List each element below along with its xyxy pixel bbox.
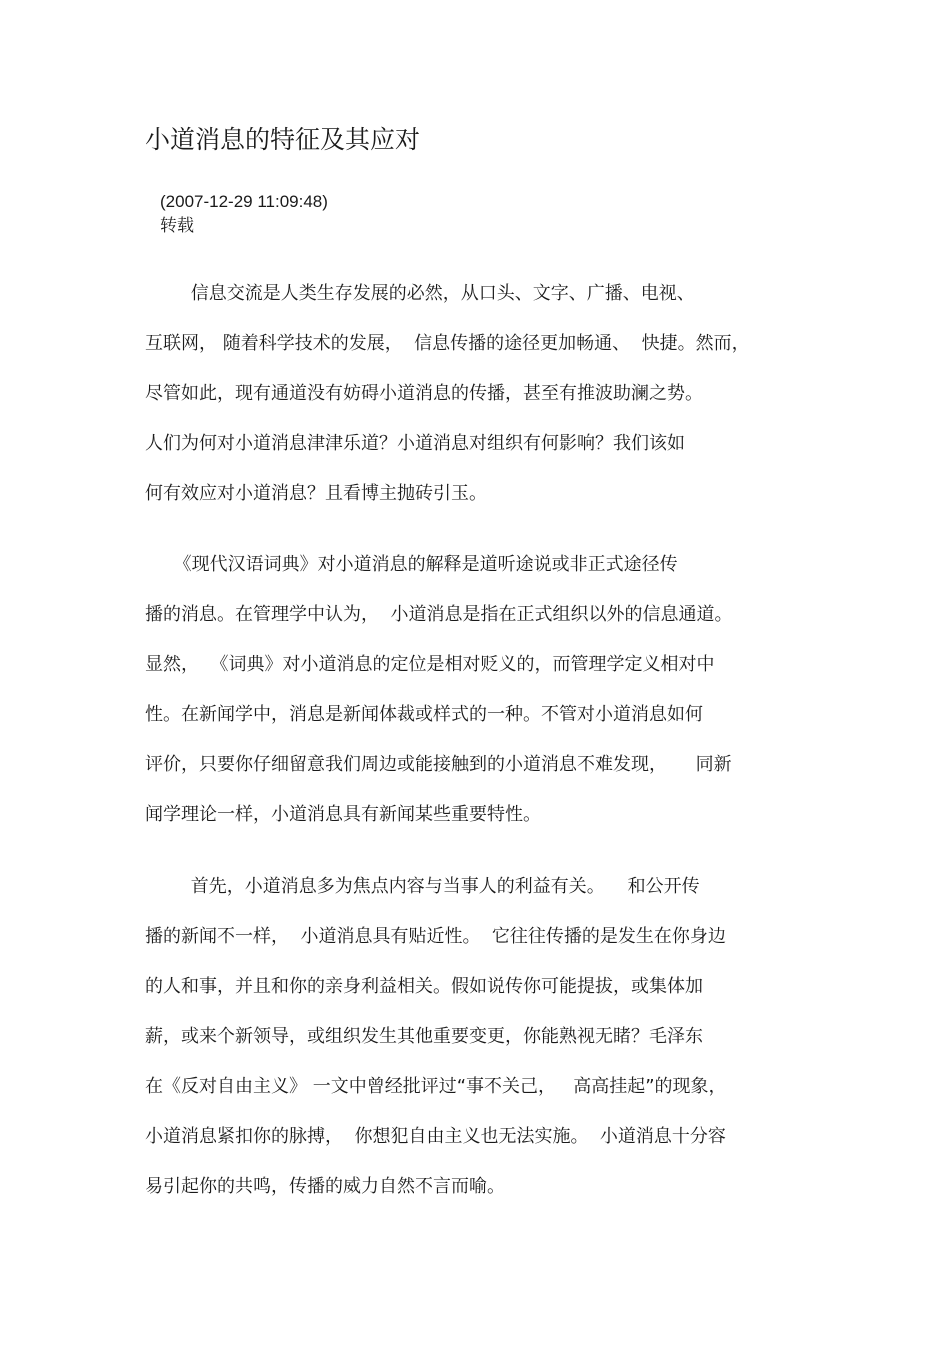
- article-date: (2007-12-29 11:09:48): [160, 192, 328, 211]
- paragraph-line: 显然， 《词典》对小道消息的定位是相对贬义的，而管理学定义相对中: [145, 654, 715, 675]
- paragraph-line: 在《反对自由主义》 一文中曾经批评过“事不关己， 高高挂起”的现象，: [145, 1076, 727, 1097]
- paragraph-line: 的人和事，并且和你的亲身利益相关。假如说传你可能提拔，或集体加: [145, 976, 703, 997]
- paragraph-line: 易引起你的共鸣，传播的威力自然不言而喻。: [145, 1176, 505, 1197]
- paragraph-line: 首先，小道消息多为焦点内容与当事人的利益有关。 和公开传: [145, 876, 700, 897]
- paragraph-line: 闻学理论一样，小道消息具有新闻某些重要特性。: [145, 804, 541, 825]
- paragraph-line: 信息交流是人类生存发展的必然，从口头、文字、广播、电视、: [145, 283, 695, 304]
- paragraph-line: 播的消息。在管理学中认为， 小道消息是指在正式组织以外的信息通道。: [145, 604, 733, 625]
- article-title: 小道消息的特征及其应对: [145, 125, 421, 154]
- paragraph-line: 尽管如此，现有通道没有妨碍小道消息的传播，甚至有推波助澜之势。: [145, 383, 703, 404]
- paragraph-line: 评价，只要你仔细留意我们周边或能接触到的小道消息不难发现， 同新: [145, 754, 732, 775]
- article-source: 转载: [160, 216, 194, 236]
- paragraph-line: 性。在新闻学中，消息是新闻体裁或样式的一种。不管对小道消息如何: [145, 704, 703, 725]
- paragraph-line: 播的新闻不一样， 小道消息具有贴近性。 它往往传播的是发生在你身边: [145, 926, 726, 947]
- paragraph-line: 互联网， 随着科学技术的发展， 信息传播的途径更加畅通、 快捷。然而，: [145, 333, 750, 354]
- paragraph-line: 何有效应对小道消息？且看博主抛砖引玉。: [145, 483, 487, 504]
- paragraph-line: 《现代汉语词典》对小道消息的解释是道听途说或非正式途径传: [145, 554, 678, 575]
- paragraph-line: 小道消息紧扣你的脉搏， 你想犯自由主义也无法实施。 小道消息十分容: [145, 1126, 726, 1147]
- paragraph-line: 人们为何对小道消息津津乐道？小道消息对组织有何影响？我们该如: [145, 433, 685, 454]
- paragraph-line: 薪，或来个新领导，或组织发生其他重要变更，你能熟视无睹？毛泽东: [145, 1026, 703, 1047]
